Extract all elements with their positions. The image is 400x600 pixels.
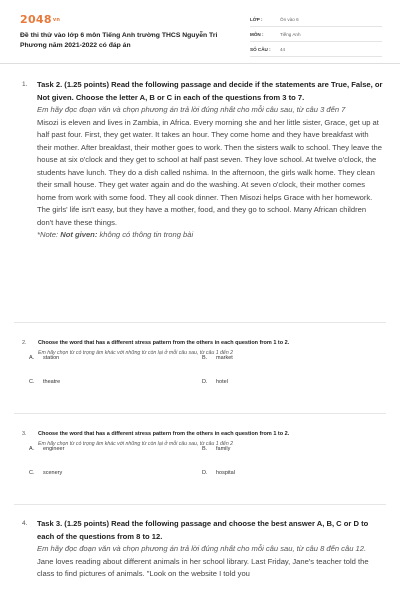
question-card-4 [14,505,386,585]
option-text: market [216,355,233,361]
note-label: *Note: [37,230,61,239]
question-card-2 [14,323,386,414]
question-number: 3. [22,431,27,437]
note-line [37,229,384,242]
option-letter: B. [202,355,208,361]
meta-key: SỐ CÂU : [250,46,271,52]
option-text: hotel [216,379,228,385]
answer-options [14,323,386,383]
option-text: family [216,446,231,452]
option-text: hospital [216,470,235,476]
passage-paragraph: Jane loves reading about different animals in her school library. Last Friday, Jane's teacher told the class to find pictures of animals. "Look on the website I told you [37,556,369,578]
option-letter: A. [29,446,35,452]
option-b[interactable] [202,355,233,361]
option-d[interactable] [202,470,235,476]
option-letter: B. [202,446,208,452]
option-a[interactable] [29,446,64,452]
document-header [0,0,400,62]
question-list [0,64,400,585]
answer-options [14,414,386,474]
option-text: station [43,355,60,361]
task-heading: Task 2. (1.25 points) Read the following passage and decide if the statements are True, False, or Not given. Choose the letter A, B or C in each of the questions from 3 to 7. [37,80,383,102]
option-b[interactable] [202,446,230,452]
option-c[interactable] [29,379,60,385]
task-instruction-vi: Em hãy đọc đoạn văn và chọn phương án trả lời đúng nhất cho mỗi câu sau, từ câu 3 đến 7 [37,105,346,114]
logo-suffix: vn [52,17,61,23]
note-text: không có thông tin trong bài [97,230,194,239]
note-bold: Not given: [60,230,98,239]
question-number: 4. [22,520,28,527]
question-heading: Choose the word that has a different stress pattern from the others in each question from 1 to 2. [38,431,290,437]
passage-paragraph: The girls' life isn't easy, but they have a mother, food, and they go to school. Many African children don't have these things. [37,205,367,227]
option-letter: D. [202,470,208,476]
meta-row-subject [250,27,382,42]
meta-table [250,12,382,57]
question-heading: Choose the word that has a different stress pattern from the others in each question from 1 to 2. [38,340,290,346]
question-instruction-vi: Em hãy chọn từ có trọng âm khác với những từ còn lại ở mỗi câu sau, từ câu 1 đến 2 [38,441,234,447]
option-text: theatre [43,379,61,385]
task-instruction-vi: Em hãy đọc đoạn văn và chọn phương án trả lời đúng nhất cho mỗi câu sau, từ câu 8 đến câu 12. [37,544,367,553]
option-d[interactable] [202,379,228,385]
option-letter: C. [29,470,35,476]
option-a[interactable] [29,355,59,361]
meta-value: Ôn vào 6 [280,16,299,22]
question-card-1 [14,64,386,323]
logo-text: 2048 [20,13,52,26]
document-title: Đề thi thử vào lớp 6 môn Tiếng Anh trường THCS Nguyễn Tri Phương năm 2021-2022 có đáp án [20,32,218,49]
option-text: scenery [43,470,63,476]
question-number: 2. [22,340,27,346]
question-instruction-vi: Em hãy chọn từ có trọng âm khác với những từ còn lại ở mỗi câu sau, từ câu 1 đến 2 [38,350,234,356]
option-c[interactable] [29,470,62,476]
meta-value: 44 [280,46,286,52]
question-body [37,79,384,242]
site-logo[interactable] [20,13,60,26]
question-card-3 [14,414,386,505]
question-number: 1. [22,81,28,88]
option-text: engineer [43,446,65,452]
passage-paragraph: Misozi is eleven and lives in Zambia, in Africa. Every morning she and her little sister, Grace, get up at half past four. First, they get water. It takes an hour. They come home and they have breakfast with their mother. After breakfast, their mother goes to work. Then the sisters walk to school. They leave the house at six o'clock and they get to school at half past seven. They love school. At twelve o'clock, the students have lunch. They do a dish called nshima. In the afternoon, the girls walk home. They clean their small house. They get water again and do the washing. At seven o'clock, their mother comes home from work with some food. They all cook dinner. Then Misozi helps Grace with her homework. [37,117,382,202]
question-body [37,518,384,581]
meta-value: Tiếng Anh [280,31,301,37]
meta-row-count [250,42,382,57]
meta-row-class [250,12,382,27]
task-heading: Task 3. (1.25 points) Read the following passage and choose the best answer A, B, C or D to each of the questions from 8 to 12. [37,519,369,541]
option-letter: C. [29,379,35,385]
option-letter: D. [202,379,208,385]
option-letter: A. [29,355,35,361]
meta-key: LỚP : [250,16,263,22]
meta-key: MÔN : [250,31,264,37]
